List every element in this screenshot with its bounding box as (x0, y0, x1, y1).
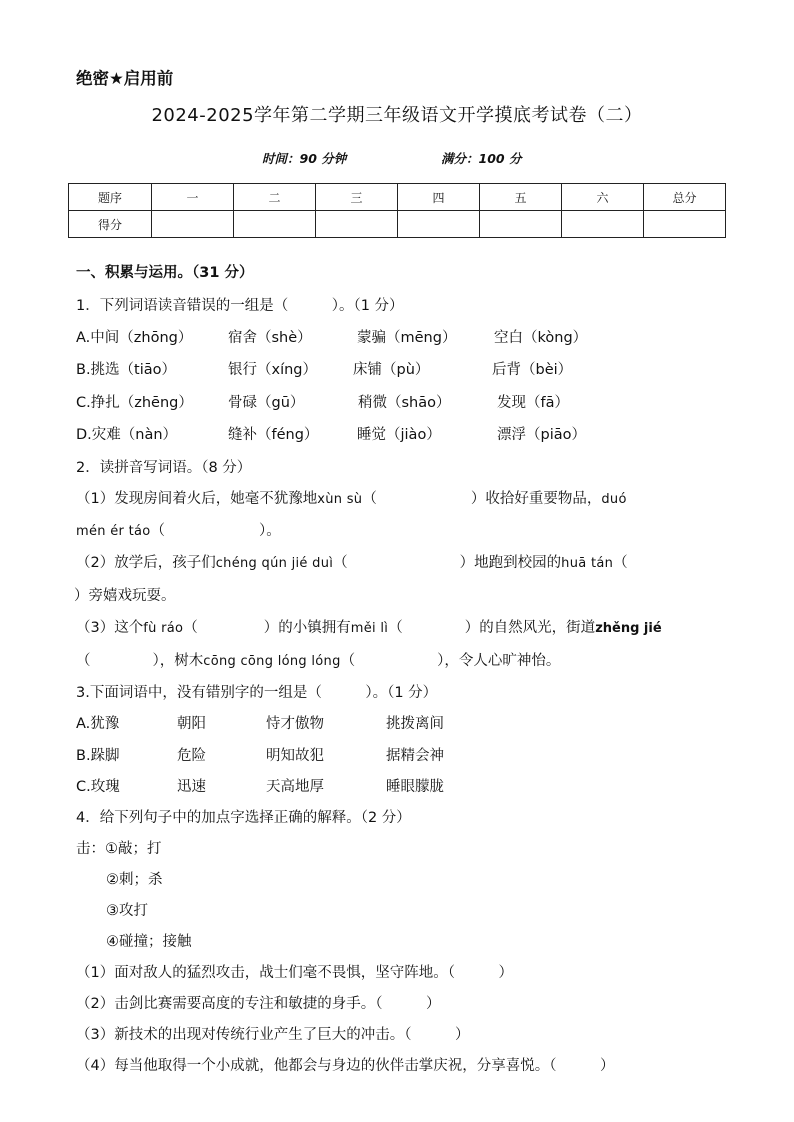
option-word: D.灾难（nàn） (76, 427, 178, 443)
score-entry-cell[interactable] (644, 211, 726, 238)
meaning-option: ④碰撞；接触 (106, 934, 192, 950)
time-limit: 时间：90 分钟 (262, 151, 347, 166)
option-word: 恃才傲物 (266, 716, 324, 732)
question-4-sentence: （1）面对敌人的猛烈攻击，战士们毫不畏惧，坚守阵地。（ ） (76, 965, 513, 981)
option-word: C.挣扎（zhēng） (76, 395, 193, 411)
question-2-part-3-cont: （ ），树木cōng cōng lóng lóng（ ），令人心旷神怡。 (76, 653, 561, 669)
pinyin: huā tán (561, 556, 614, 571)
section-heading: 一、积累与运用。（31 分） (76, 265, 254, 281)
score-cell: 题序 (69, 184, 152, 211)
score-cell: 得分 (69, 211, 152, 238)
meaning-option: 击：①敲；打 (76, 841, 162, 857)
option-word: 明知故犯 (266, 748, 324, 764)
score-table (68, 183, 726, 238)
score-entry-cell[interactable] (480, 211, 562, 238)
sentence-text: （3）这个 (76, 620, 144, 636)
confidential-label: 绝密★启用前 (76, 69, 174, 88)
score-table-header-row (69, 184, 726, 211)
score-cell: 二 (234, 184, 316, 211)
sentence-text: ，令人心旷神怡。 (444, 653, 561, 669)
question-2-stem: 2．读拼音写词语。（8 分） (76, 460, 252, 476)
question-4-stem: 4．给下列句子中的加点字选择正确的解释。（2 分） (76, 810, 411, 826)
option-word: 睡觉（jiào） (357, 427, 441, 443)
pinyin: duó (601, 492, 627, 507)
option-word: 迅速 (177, 779, 206, 795)
option-word: 稍微（shāo） (358, 395, 451, 411)
question-2-part-2: （2）放学后，孩子们chéng qún jié duì（ ）地跑到校园的huā tán（ (76, 555, 628, 571)
meaning-option: ③攻打 (106, 903, 148, 919)
option-word: 危险 (177, 748, 206, 764)
pinyin: zhěng jié (595, 621, 662, 636)
option-word: 发现（fā） (497, 395, 569, 411)
option-word: 缝补（féng） (228, 427, 319, 443)
option-word: 空白（kòng） (494, 330, 588, 346)
option-word: 床铺（pù） (353, 362, 430, 378)
option-word: 睡眼朦胧 (386, 779, 444, 795)
option-word: A.犹豫 (76, 716, 120, 732)
exam-title: 2024-2025学年第二学期三年级语文开学摸底考试卷（二） (151, 105, 643, 126)
question-3-stem: 3.下面词语中，没有错别字的一组是（ ）。（1 分） (76, 685, 438, 701)
sentence-text: 。 (266, 523, 281, 539)
option-word: 后背（bèi） (492, 362, 573, 378)
question-4-sentence: （2）击剑比赛需要高度的专注和敏捷的身手。（ ） (76, 996, 441, 1012)
option-word: 银行（xíng） (228, 362, 318, 378)
pinyin: xùn sù (317, 492, 363, 507)
score-entry-cell[interactable] (152, 211, 234, 238)
score-entry-cell[interactable] (316, 211, 398, 238)
sentence-text: 地跑到校园的 (474, 555, 562, 571)
question-4-sentence: （4）每当他取得一个小成就，他都会与身边的伙伴击掌庆祝，分享喜悦。（ ） (76, 1058, 615, 1074)
sentence-text: （1）发现房间着火后，她毫不犹豫地 (76, 491, 318, 507)
option-word: A.中间（zhōng） (76, 330, 193, 346)
option-word: 挑拨离间 (386, 716, 444, 732)
full-score: 满分：100 分 (441, 151, 522, 166)
option-word: 漂浮（piāo） (497, 427, 586, 443)
sentence-text: （2）放学后，孩子们 (76, 555, 216, 571)
option-word: 天高地厚 (266, 779, 324, 795)
score-table-score-row (69, 211, 726, 238)
option-word: B.挑选（tiāo） (76, 362, 177, 378)
option-word: B.跺脚 (76, 748, 120, 764)
score-entry-cell[interactable] (398, 211, 480, 238)
sentence-text: ，树木 (159, 653, 204, 669)
score-cell: 六 (562, 184, 644, 211)
option-word: 骨碌（gū） (228, 395, 305, 411)
option-word: 据精会神 (386, 748, 444, 764)
pinyin: mén ér táo (76, 524, 151, 539)
pinyin: fù ráo (143, 621, 184, 636)
pinyin: měi lì (350, 621, 389, 636)
score-cell: 一 (152, 184, 234, 211)
score-cell: 总分 (644, 184, 726, 211)
question-2-part-2-cont: ）旁嬉戏玩耍。 (74, 588, 176, 604)
question-1-stem: 1．下列词语读音错误的一组是（ ）。（1 分） (76, 298, 404, 314)
sentence-text: 收拾好重要物品， (485, 491, 602, 507)
score-entry-cell[interactable] (562, 211, 644, 238)
option-word: 蒙骗（mēng） (357, 330, 457, 346)
pinyin: chéng qún jié duì (215, 556, 334, 571)
meaning-option: ②刺；杀 (106, 872, 163, 888)
score-cell: 三 (316, 184, 398, 211)
pinyin: cōng cōng lóng lóng (203, 654, 341, 669)
score-entry-cell[interactable] (234, 211, 316, 238)
score-cell: 五 (480, 184, 562, 211)
sentence-text: 的小镇拥有 (278, 620, 351, 636)
option-word: 朝阳 (177, 716, 206, 732)
question-2-part-1: （1）发现房间着火后，她毫不犹豫地xùn sù（ ）收拾好重要物品，duó (76, 491, 627, 507)
sentence-text: 的自然风光，街道 (479, 620, 596, 636)
question-2-part-1-cont: mén ér táo（ ）。 (76, 523, 281, 539)
question-4-sentence: （3）新技术的出现对传统行业产生了巨大的冲击。（ ） (76, 1027, 470, 1043)
score-cell: 四 (398, 184, 480, 211)
option-word: C.玫瑰 (76, 779, 120, 795)
question-2-part-3: （3）这个fù ráo（ ）的小镇拥有měi lì（ ）的自然风光，街道zhěng jié (76, 620, 662, 636)
option-word: 宿舍（shè） (228, 330, 312, 346)
